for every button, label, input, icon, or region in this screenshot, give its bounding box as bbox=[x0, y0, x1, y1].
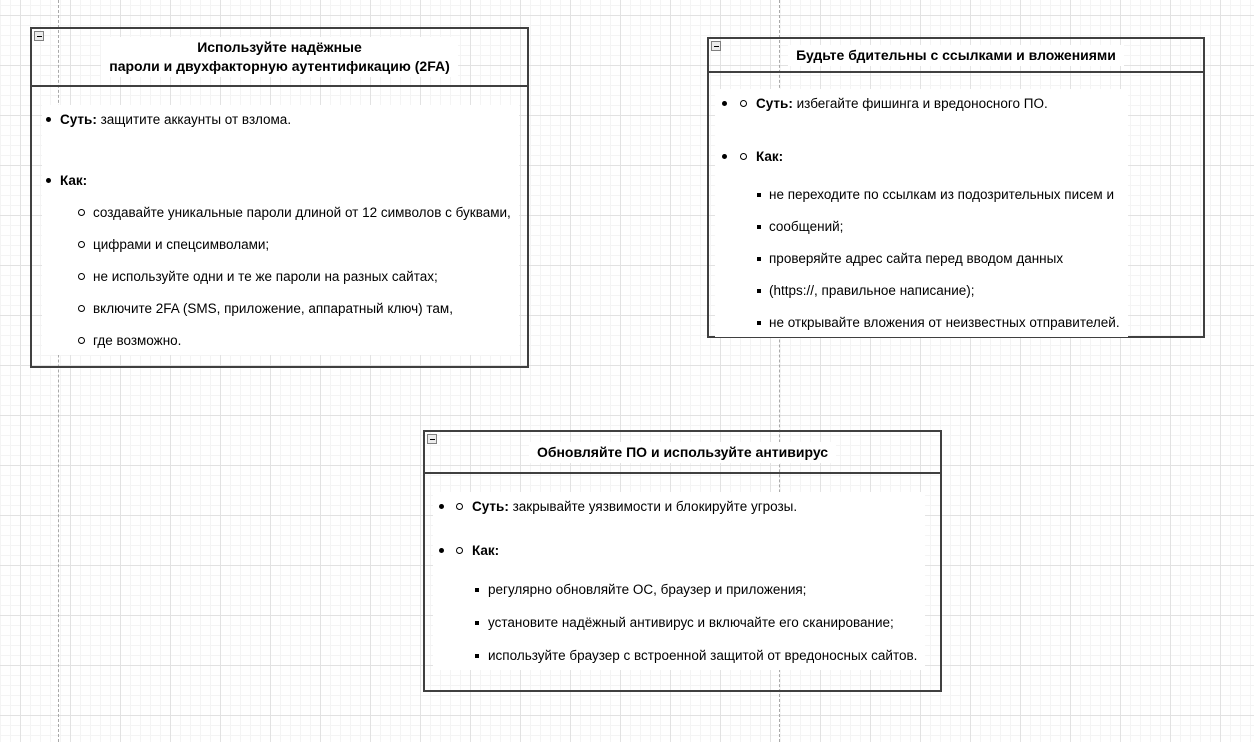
bullet-square-icon bbox=[757, 257, 761, 261]
list-item-text: где возможно. bbox=[93, 333, 182, 348]
essence-label: Суть: bbox=[60, 112, 97, 127]
list-item bbox=[437, 581, 917, 598]
note-text-label bbox=[715, 89, 1128, 337]
note-box-links-attachments[interactable] bbox=[707, 37, 1205, 338]
list-item bbox=[46, 300, 511, 317]
note-title-line1: Обновляйте ПО и используйте антивирус bbox=[536, 443, 829, 460]
note-title-line1: Будьте бдительны с ссылками и вложениями bbox=[796, 46, 1116, 63]
bullet-circle-icon bbox=[78, 209, 85, 216]
essence-row bbox=[719, 95, 1120, 112]
list-item bbox=[437, 647, 917, 664]
bullet-disc-icon bbox=[46, 178, 51, 183]
how-row bbox=[437, 542, 917, 559]
how-row bbox=[719, 148, 1120, 165]
list-item-text: сообщений; bbox=[769, 219, 844, 234]
list-item-text: не переходите по ссылкам из подозрительных писем и bbox=[769, 187, 1114, 202]
bullet-circle-icon bbox=[456, 503, 463, 510]
bullet-circle-icon bbox=[78, 337, 85, 344]
bullet-circle-icon bbox=[78, 305, 85, 312]
minus-glyph bbox=[37, 36, 42, 37]
note-body bbox=[425, 492, 940, 670]
essence-value: избегайте фишинга и вредоносного ПО. bbox=[796, 96, 1048, 111]
bullet-square-icon bbox=[475, 588, 479, 592]
list-item-text: создавайте уникальные пароли длиной от 12 символов с буквами, bbox=[93, 205, 511, 220]
bullet-circle-icon bbox=[78, 241, 85, 248]
note-body bbox=[709, 89, 1203, 337]
list-item bbox=[46, 204, 511, 221]
essence-label: Суть: bbox=[472, 499, 509, 514]
list-item bbox=[437, 614, 917, 631]
bullet-circle-icon bbox=[456, 547, 463, 554]
note-box-passwords-2fa[interactable] bbox=[30, 27, 529, 368]
note-box-updates-antivirus[interactable] bbox=[423, 430, 942, 692]
essence-row bbox=[437, 498, 917, 515]
list-item bbox=[719, 282, 1120, 299]
list-item bbox=[719, 186, 1120, 203]
how-label: Как: bbox=[60, 173, 88, 188]
essence-text bbox=[472, 498, 797, 515]
how-label: Как: bbox=[756, 149, 784, 164]
list-item-text: используйте браузер с встроенной защитой от вредоносных сайтов. bbox=[488, 648, 918, 663]
note-title bbox=[101, 37, 458, 77]
bullet-square-icon bbox=[757, 289, 761, 293]
essence-row bbox=[46, 111, 511, 128]
note-header bbox=[32, 29, 527, 87]
bullet-square-icon bbox=[475, 654, 479, 658]
essence-text bbox=[60, 111, 291, 128]
list-item-text: не открывайте вложения от неизвестных отправителей. bbox=[769, 315, 1120, 330]
bullet-disc-icon bbox=[46, 117, 51, 122]
bullet-square-icon bbox=[757, 225, 761, 229]
collapse-icon[interactable] bbox=[427, 434, 437, 444]
collapse-icon[interactable] bbox=[34, 31, 44, 41]
note-body bbox=[32, 105, 527, 355]
list-item bbox=[46, 236, 511, 253]
bullet-disc-icon bbox=[722, 154, 727, 159]
list-item-text: регулярно обновляйте ОС, браузер и приложения; bbox=[488, 582, 807, 597]
note-header bbox=[709, 39, 1203, 73]
list-item-text: цифрами и спецсимволами; bbox=[93, 237, 270, 252]
essence-value: закрывайте уязвимости и блокируйте угрозы. bbox=[512, 499, 798, 514]
list-item bbox=[719, 314, 1120, 331]
essence-label: Суть: bbox=[756, 96, 793, 111]
list-item-text: (https://, правильное написание); bbox=[769, 283, 975, 298]
note-title-line2: пароли и двухфакторную аутентификацию (2FA) bbox=[109, 58, 450, 74]
bullet-square-icon bbox=[757, 321, 761, 325]
essence-value: защитите аккаунты от взлома. bbox=[100, 112, 292, 127]
bullet-circle-icon bbox=[740, 100, 747, 107]
list-item-text: не используйте одни и те же пароли на разных сайтах; bbox=[93, 269, 438, 284]
essence-text bbox=[756, 95, 1048, 112]
list-item bbox=[719, 218, 1120, 235]
list-item-text: установите надёжный антивирус и включайте его сканирование; bbox=[488, 615, 894, 630]
list-item bbox=[46, 268, 511, 285]
bullet-disc-icon bbox=[439, 548, 444, 553]
note-header bbox=[425, 432, 940, 474]
list-item bbox=[719, 250, 1120, 267]
list-item-text: проверяйте адрес сайта перед вводом данных bbox=[769, 251, 1064, 266]
bullet-circle-icon bbox=[740, 153, 747, 160]
minus-glyph bbox=[714, 46, 719, 47]
bullet-square-icon bbox=[757, 193, 761, 197]
bullet-disc-icon bbox=[439, 504, 444, 509]
note-title bbox=[788, 45, 1124, 66]
how-row bbox=[46, 172, 511, 189]
note-text-label bbox=[42, 105, 519, 355]
bullet-square-icon bbox=[475, 621, 479, 625]
bullet-disc-icon bbox=[722, 101, 727, 106]
minus-glyph bbox=[430, 439, 435, 440]
how-label: Как: bbox=[472, 543, 500, 558]
collapse-icon[interactable] bbox=[711, 41, 721, 51]
note-text-label bbox=[433, 492, 925, 670]
bullet-circle-icon bbox=[78, 273, 85, 280]
list-item-text: включите 2FA (SMS, приложение, аппаратный ключ) там, bbox=[93, 301, 453, 316]
note-title-line1: Используйте надёжные bbox=[197, 39, 362, 55]
note-title bbox=[529, 442, 836, 463]
list-item bbox=[46, 332, 511, 349]
